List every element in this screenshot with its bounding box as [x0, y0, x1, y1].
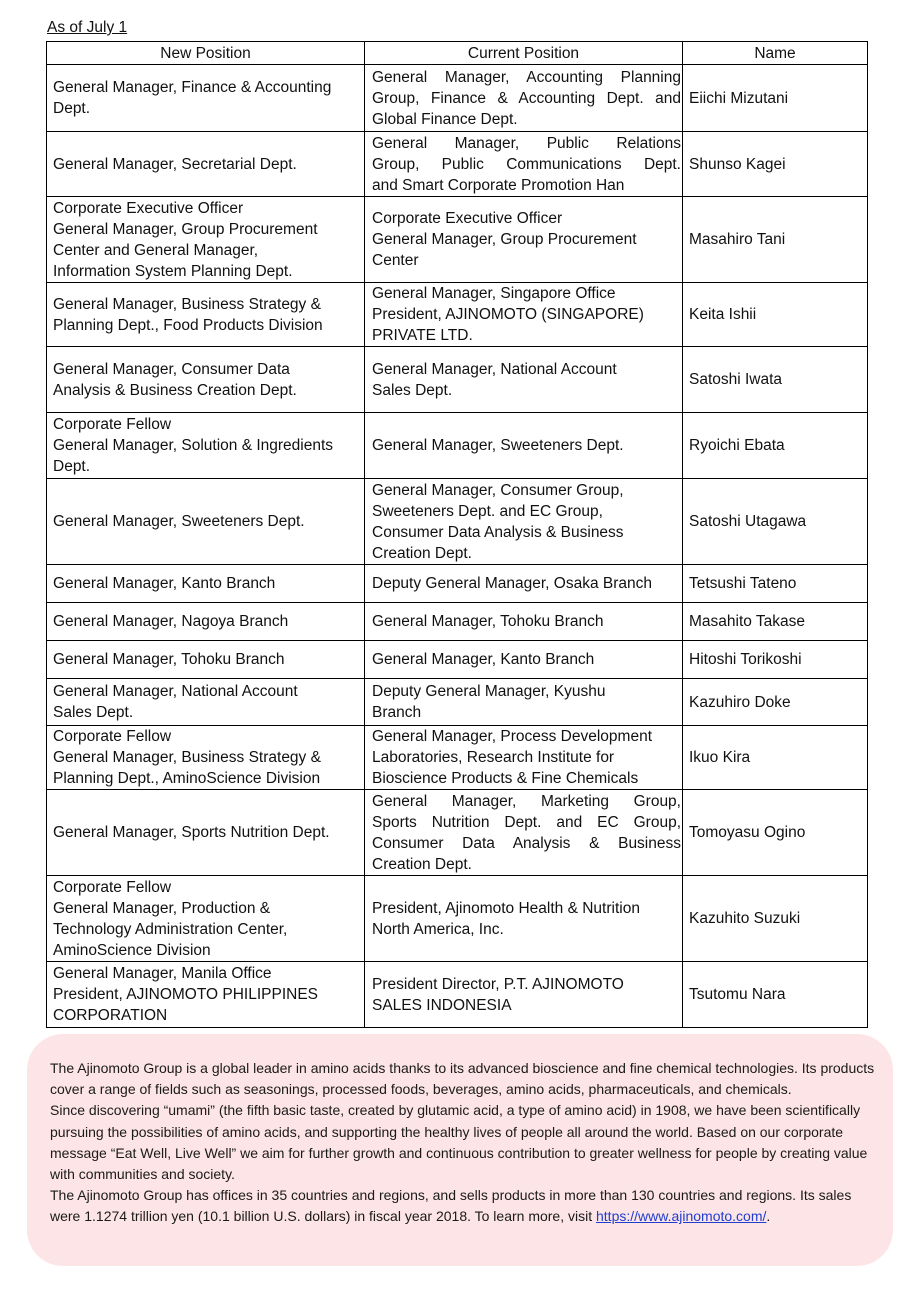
cell-line: Center and General Manager, — [53, 241, 259, 259]
table-row — [47, 132, 868, 197]
person-name: Tsutomu Nara — [689, 986, 786, 1003]
name-cell — [683, 479, 868, 565]
current-position-cell — [365, 641, 683, 679]
table-row — [47, 790, 868, 876]
name-cell — [683, 603, 868, 641]
cell-line: President, AJINOMOTO PHILIPPINES — [53, 986, 319, 1003]
cell-line: Deputy General Manager, Kyushu — [372, 683, 606, 700]
about-paragraph-2: Since discovering “umami” (the fifth basic taste, created by glutamic acid, a type of amino acid) in 1908, we have been scientifically pursuing the possibilities of amino acids, and supporting the healthy lives of people all around the world. Based on our corporate message “Eat Well, Live Well” we aim for further growth and continuous contribution to greater wellness for people by creating value with communities and society. — [50, 1102, 868, 1183]
cell-line: Consumer Data Analysis & Business — [372, 834, 681, 852]
cell-line: AminoScience Division — [53, 941, 211, 959]
current-position-cell — [365, 413, 683, 479]
person-name: Ikuo Kira — [689, 749, 751, 766]
current-position-cell — [365, 283, 683, 347]
cell-line: Branch — [372, 704, 422, 721]
person-name: Kazuhiro Doke — [689, 693, 791, 711]
cell-line: General Manager, Sports Nutrition Dept. — [53, 824, 330, 841]
new-position-cell — [47, 641, 365, 679]
cell-line: Sweeteners Dept. and EC Group, — [372, 502, 603, 520]
cell-line: Sales Dept. — [53, 704, 134, 721]
person-name: Ryoichi Ebata — [689, 437, 785, 454]
current-position-cell — [365, 962, 683, 1028]
new-position-cell — [47, 726, 365, 790]
cell-line: and Smart Corporate Promotion Han — [372, 176, 625, 194]
new-position-cell — [47, 790, 365, 876]
person-name: Tomoyasu Ogino — [689, 824, 806, 841]
name-cell — [683, 641, 868, 679]
cell-line: PRIVATE LTD. — [372, 327, 473, 344]
table-row — [47, 962, 868, 1028]
cell-line: General Manager, Group Procurement — [53, 220, 318, 238]
new-position-cell — [47, 876, 365, 962]
about-paragraph-3 — [50, 1185, 876, 1227]
new-position-cell — [47, 413, 365, 479]
website-link[interactable]: https://www.ajinomoto.com/ — [596, 1208, 767, 1225]
cell-line: Planning Dept., Food Products Division — [53, 316, 323, 334]
table-row — [47, 603, 868, 641]
column-header-new-position: New Position — [47, 42, 365, 65]
cell-line: General Manager, Manila Office — [53, 965, 272, 982]
cell-line: Laboratories, Research Institute for — [372, 749, 615, 766]
cell-line: Corporate Executive Officer — [372, 210, 563, 227]
person-name: Shunso Kagei — [689, 155, 786, 173]
cell-line: General Manager, National Account — [372, 360, 617, 378]
cell-line: General Manager, Sweeteners Dept. — [53, 513, 305, 530]
current-position-cell — [365, 726, 683, 790]
as-of-date: As of July 1 — [47, 19, 128, 36]
cell-line: General Manager, Marketing Group, — [372, 792, 681, 810]
cell-line: SALES INDONESIA — [372, 996, 512, 1014]
cell-line: General Manager, Consumer Data — [53, 360, 290, 378]
cell-line: General Manager, Singapore Office — [372, 285, 616, 302]
cell-line: Corporate Executive Officer — [53, 199, 244, 217]
cell-line: Creation Dept. — [372, 855, 472, 873]
name-cell — [683, 962, 868, 1028]
cell-line: General Manager, Public Relations — [372, 134, 681, 152]
cell-line: Dept. — [53, 458, 91, 475]
new-position-cell — [47, 679, 365, 726]
table-row — [47, 679, 868, 726]
cell-line: Information System Planning Dept. — [53, 262, 293, 280]
new-position-cell — [47, 347, 365, 413]
table-row — [47, 283, 868, 347]
person-name: Tetsushi Tateno — [689, 575, 797, 592]
person-name: Hitoshi Torikoshi — [689, 651, 802, 668]
cell-line: President, Ajinomoto Health & Nutrition — [372, 899, 640, 917]
cell-line: General Manager, Nagoya Branch — [53, 613, 289, 630]
table-row — [47, 347, 868, 413]
new-position-cell — [47, 283, 365, 347]
new-position-cell — [47, 603, 365, 641]
name-cell — [683, 65, 868, 132]
table-row — [47, 726, 868, 790]
column-header-current-position: Current Position — [365, 42, 683, 65]
cell-line: Group, Public Communications Dept. — [372, 155, 681, 173]
cell-line: Planning Dept., AminoScience Division — [53, 770, 321, 787]
cell-line: Consumer Data Analysis & Business — [372, 523, 624, 541]
table-row — [47, 876, 868, 962]
cell-line: General Manager, Solution & Ingredients — [53, 437, 334, 454]
cell-line: General Manager, Group Procurement — [372, 231, 637, 248]
cell-line: Sales Dept. — [372, 381, 453, 399]
cell-line: President, AJINOMOTO (SINGAPORE) — [372, 306, 644, 323]
current-position-cell — [365, 565, 683, 603]
cell-line: General Manager, Secretarial Dept. — [53, 155, 297, 173]
current-position-cell — [365, 65, 683, 132]
cell-line: Analysis & Business Creation Dept. — [53, 381, 297, 399]
table-row — [47, 641, 868, 679]
name-cell — [683, 790, 868, 876]
person-name: Satoshi Iwata — [689, 371, 783, 388]
cell-line: Deputy General Manager, Osaka Branch — [372, 575, 653, 592]
cell-line: General Manager, Production & — [53, 899, 271, 917]
name-cell — [683, 413, 868, 479]
about-paragraph-1: The Ajinomoto Group is a global leader in amino acids thanks to its advanced bioscience and fine chemical technologies. Its products cover a range of fields such as seasonings, processed foods, beverages, amino acids, pharmaceuticals, and chemicals. — [50, 1060, 875, 1098]
table-row — [47, 565, 868, 603]
current-position-cell — [365, 603, 683, 641]
person-name: Keita Ishii — [689, 306, 757, 323]
table-row — [47, 479, 868, 565]
name-cell — [683, 726, 868, 790]
cell-line: General Manager, Tohoku Branch — [53, 651, 285, 668]
cell-line: Technology Administration Center, — [53, 920, 288, 938]
name-cell — [683, 876, 868, 962]
new-position-cell — [47, 565, 365, 603]
table-row — [47, 65, 868, 132]
cell-line: General Manager, Kanto Branch — [53, 575, 276, 592]
cell-line: General Manager, National Account — [53, 683, 298, 700]
current-position-cell — [365, 347, 683, 413]
cell-line: General Manager, Business Strategy & — [53, 295, 321, 313]
new-position-cell — [47, 479, 365, 565]
new-position-cell — [47, 962, 365, 1028]
cell-line: Sports Nutrition Dept. and EC Group, — [372, 813, 681, 831]
name-cell — [683, 197, 868, 283]
cell-line: Dept. — [53, 100, 91, 117]
person-name: Masahiro Tani — [689, 231, 786, 248]
name-cell — [683, 283, 868, 347]
cell-line: Creation Dept. — [372, 544, 472, 562]
cell-line: General Manager, Tohoku Branch — [372, 613, 604, 630]
cell-line: General Manager, Finance & Accounting — [53, 79, 332, 96]
person-name: Eiichi Mizutani — [689, 89, 789, 107]
about-paragraph-3-text: The Ajinomoto Group has offices in 35 countries and regions, and sells products in more than 130 countries and regions. Its sales were 1.1274 trillion yen (10.1 billion U.S. dollars) in fiscal year 2018. To learn more, visit — [50, 1187, 852, 1225]
current-position-cell — [365, 790, 683, 876]
cell-line: General Manager, Process Development — [372, 728, 653, 745]
person-name: Satoshi Utagawa — [689, 513, 807, 530]
cell-line: Group, Finance & Accounting Dept. and — [372, 89, 681, 107]
column-header-name: Name — [683, 42, 868, 65]
company-about-box — [27, 1034, 893, 1266]
name-cell — [683, 132, 868, 197]
table-row — [47, 413, 868, 479]
cell-line: Center — [372, 252, 419, 269]
person-name: Kazuhito Suzuki — [689, 910, 801, 927]
cell-line: General Manager, Kanto Branch — [372, 651, 595, 668]
current-position-cell — [365, 197, 683, 283]
personnel-table — [46, 41, 868, 1028]
about-paragraph-3-end: . — [766, 1208, 771, 1225]
cell-line: Global Finance Dept. — [372, 110, 518, 128]
cell-line: General Manager, Sweeteners Dept. — [372, 437, 624, 454]
current-position-cell — [365, 132, 683, 197]
cell-line: General Manager, Accounting Planning — [372, 68, 681, 86]
name-cell — [683, 347, 868, 413]
cell-line: Corporate Fellow — [53, 416, 172, 433]
cell-line: Bioscience Products & Fine Chemicals — [372, 770, 639, 787]
cell-line: General Manager, Consumer Group, — [372, 481, 624, 499]
cell-line: President Director, P.T. AJINOMOTO — [372, 975, 624, 993]
current-position-cell — [365, 479, 683, 565]
cell-line: General Manager, Business Strategy & — [53, 749, 321, 766]
cell-line: CORPORATION — [53, 1007, 168, 1024]
current-position-cell — [365, 679, 683, 726]
current-position-cell — [365, 876, 683, 962]
cell-line: Corporate Fellow — [53, 878, 172, 896]
new-position-cell — [47, 132, 365, 197]
cell-line: Corporate Fellow — [53, 728, 172, 745]
table-row — [47, 197, 868, 283]
name-cell — [683, 565, 868, 603]
new-position-cell — [47, 65, 365, 132]
person-name: Masahito Takase — [689, 613, 806, 630]
cell-line: North America, Inc. — [372, 920, 504, 938]
new-position-cell — [47, 197, 365, 283]
table-header-row — [47, 42, 868, 65]
name-cell — [683, 679, 868, 726]
